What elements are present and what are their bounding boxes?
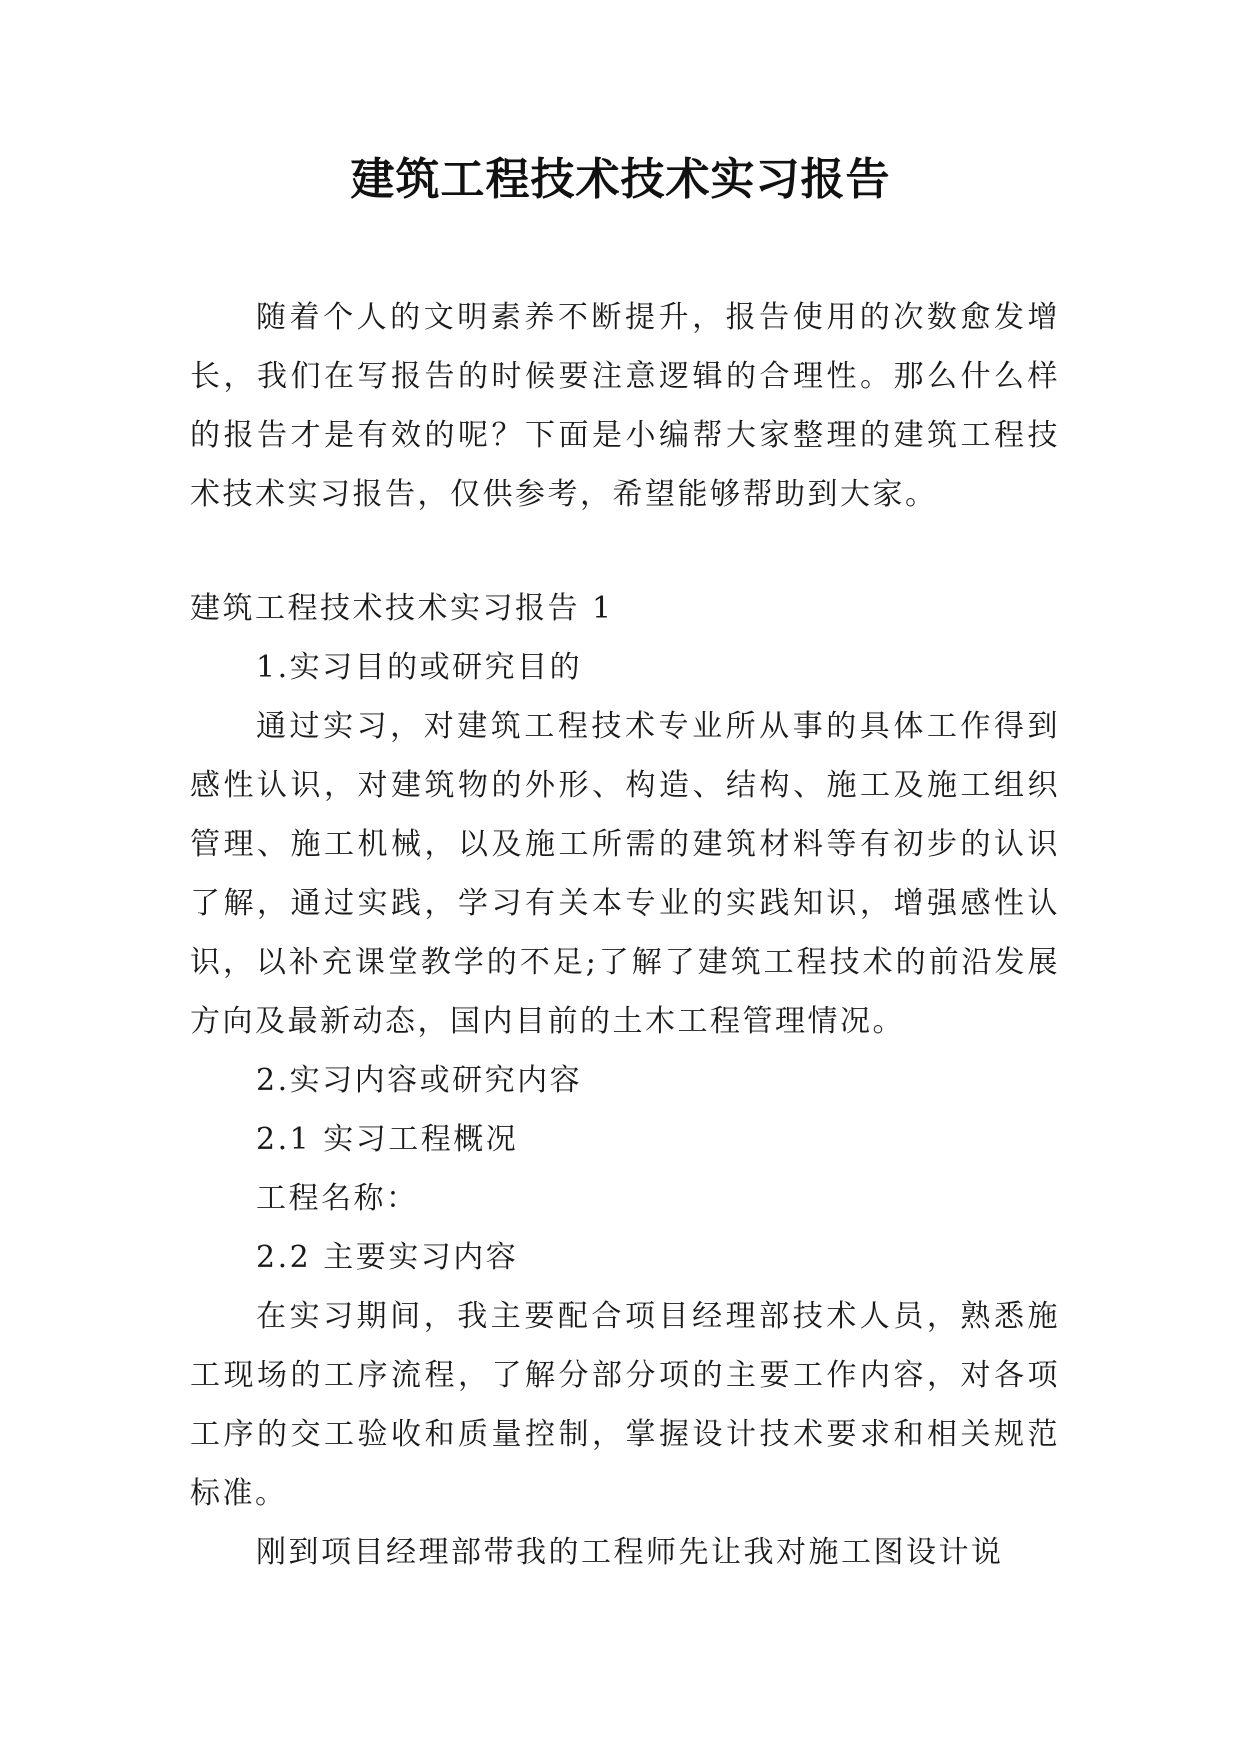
subheading-content: 2.实习内容或研究内容: [256, 1063, 583, 1098]
subheading-overview: 2.1 实习工程概况: [256, 1122, 519, 1157]
body-paragraph: 通过实习，对建筑工程技术专业所从事的具体工作得到感性认识，对建筑物的外形、构造、结构、施工及施工组织管理、施工机械，以及施工所需的建筑材料等有初步的认识了解，通过实践，学习有关本专业的实践知识，增强感性认识，以补充课堂教学的不足;了解了建筑工程技术的前沿发展方向及最新动态，国内目前的土木工程管理情况。: [190, 709, 1060, 1039]
paragraph-spacer: [190, 524, 1060, 579]
body-paragraph: 刚到项目经理部带我的工程师先让我对施工图设计说: [256, 1535, 1004, 1570]
section-heading: 建筑工程技术技术实习报告 1: [190, 591, 614, 626]
document-body: [190, 288, 1060, 1582]
intro-paragraph: 随着个人的文明素养不断提升，报告使用的次数愈发增长，我们在写报告的时候要注意逻辑的合理性。那么什么样的报告才是有效的呢？下面是小编帮大家整理的建筑工程技术技术实习报告，仅供参考，希望能够帮助到大家。: [190, 300, 1060, 512]
document-title: 建筑工程技术技术实习报告: [350, 154, 891, 205]
subheading-purpose: 1.实习目的或研究目的: [256, 650, 583, 685]
subheading-main-content: 2.2 主要实习内容: [256, 1240, 519, 1275]
project-name-line: 工程名称：: [256, 1181, 419, 1216]
body-paragraph: 在实习期间，我主要配合项目经理部技术人员，熟悉施工现场的工序流程，了解分部分项的主要工作内容，对各项工序的交工验收和质量控制，掌握设计技术要求和相关规范标准。: [190, 1299, 1060, 1511]
